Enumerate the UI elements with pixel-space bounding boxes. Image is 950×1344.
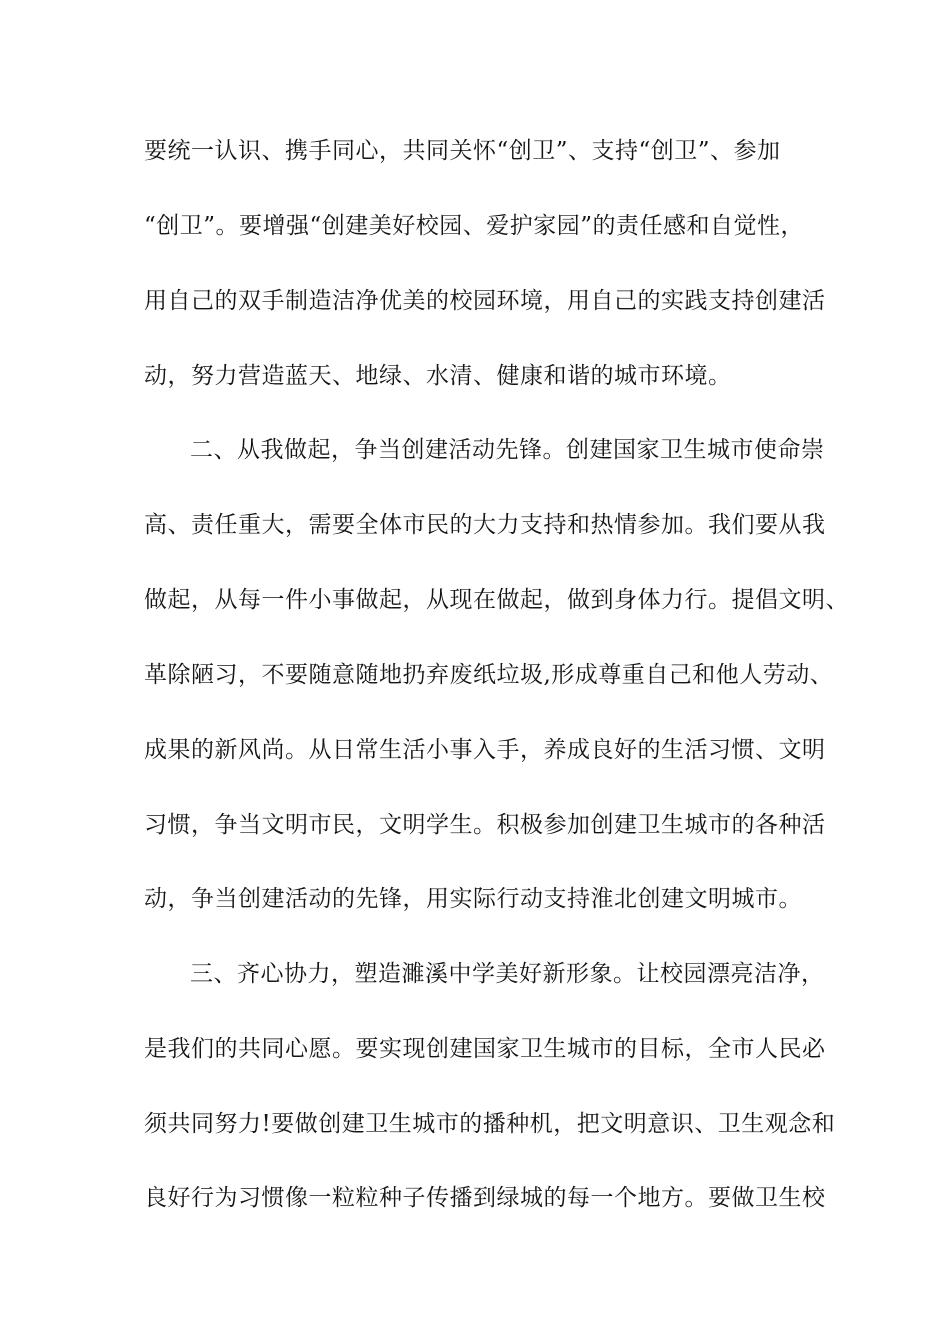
text-line-13: 是我们的共同心愿。要实现创建国家卫生城市的目标，全市人民必	[144, 1036, 826, 1062]
text-line-1: 要统一认识、携手同心，共同关怀“创卫”、支持“创卫”、参加	[144, 138, 781, 164]
text-line-9: 成果的新风尚。从日常生活小事入手，养成良好的生活习惯、文明	[144, 737, 826, 763]
text-line-14: 须共同努力!要做创建卫生城市的播种机，把文明意识、卫生观念和	[144, 1111, 836, 1137]
text-line-10: 习惯，争当文明市民，文明学生。积极参加创建卫生城市的各种活	[144, 812, 826, 838]
section-3-first-line: 三、齐心协力，塑造濉溪中学美好新形象。让校园漂亮洁净，	[190, 961, 825, 987]
text-line-6: 高、责任重大，需要全体市民的大力支持和热情参加。我们要从我	[144, 512, 826, 538]
text-line-4: 动，努力营造蓝天、地绿、水清、健康和谐的城市环境。	[144, 363, 732, 389]
text-line-3: 用自己的双手制造洁净优美的校园环境，用自己的实践支持创建活	[144, 288, 826, 314]
text-line-11: 动，争当创建活动的先锋，用实际行动支持淮北创建文明城市。	[144, 886, 802, 912]
text-line-8: 革除陋习，不要随意随地扔弃废纸垃圾,形成尊重自己和他人劳动、	[144, 662, 834, 688]
section-2-first-line: 二、从我做起，争当创建活动先锋。创建国家卫生城市使命崇	[190, 437, 825, 463]
text-line-7: 做起，从每一件小事做起，从现在做起，做到身体力行。提倡文明、	[144, 587, 849, 613]
text-line-2: “创卫”。要增强“创建美好校园、爱护家园”的责任感和自觉性，	[144, 213, 805, 239]
text-line-15: 良好行为习惯像一粒粒种子传播到绿城的每一个地方。要做卫生校	[144, 1185, 826, 1211]
